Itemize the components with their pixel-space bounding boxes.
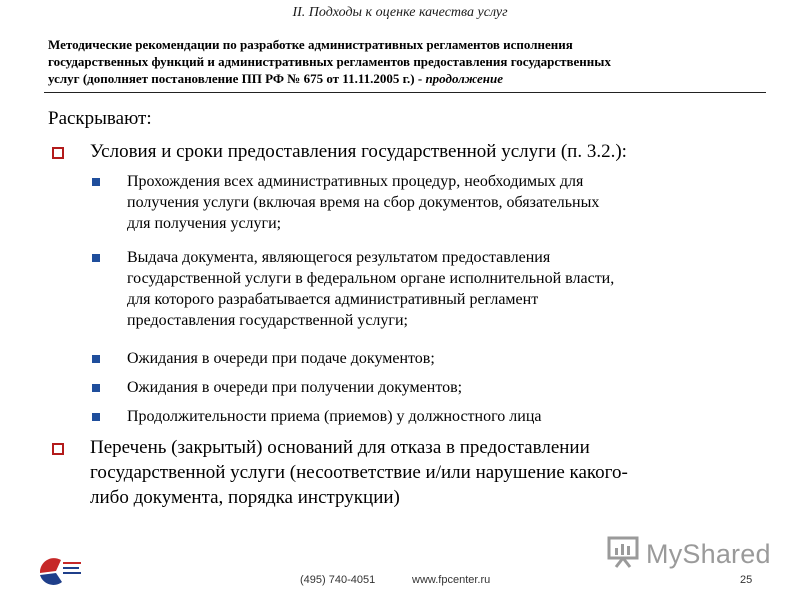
sub-item-text: Ожидания в очереди при подаче документов; [127, 350, 435, 367]
page-number: 25 [740, 574, 753, 586]
sub-item-text: Выдача документа, являющегося результатом предоставления [127, 249, 551, 266]
section-title: II. Подходы к оценке качества услуг [292, 5, 508, 20]
sub-item-text: Ожидания в очереди при получении документов; [127, 379, 463, 396]
header-divider [44, 92, 766, 93]
header-line [48, 70, 748, 87]
blue-square-bullet-icon [92, 413, 100, 421]
item-text: либо документа, порядка инструкции) [90, 487, 400, 508]
item-text: Перечень (закрытый) оснований для отказа в предоставлении [90, 437, 590, 458]
blue-square-bullet-icon [92, 355, 100, 363]
sub-item-text: получения услуги (включая время на сбор документов, обязательных [127, 194, 600, 211]
footer-phone: (495) 740-4051 [300, 574, 376, 586]
intro-text: Раскрывают: [48, 108, 152, 129]
sub-item-text: для получения услуги; [127, 215, 282, 232]
blue-square-bullet-icon [92, 384, 100, 392]
header-line: государственных функций и административных регламентов предоставления государственных [48, 54, 611, 69]
item-text: Условия и сроки предоставления государственной услуги (п. 3.2.): [90, 141, 627, 162]
watermark-text: MyShared [646, 539, 771, 569]
sub-item-text: для которого разрабатывается административный регламент [127, 291, 539, 308]
hollow-square-bullet-icon [52, 147, 64, 159]
sub-item-text: предоставления государственной услуги; [127, 312, 408, 329]
header-line-text: услуг (дополняет постановление ПП РФ № 675 от 11.11.2005 г.) - [48, 71, 426, 86]
sub-item-text: Прохождения всех административных процедур, необходимых для [127, 173, 584, 190]
sub-item-text: государственной услуги в федеральном органе исполнительной власти, [127, 270, 615, 287]
item-text: государственной услуги (несоответствие и/или нарушение какого- [90, 462, 628, 483]
presentation-board-icon [606, 536, 640, 573]
slide-header [48, 36, 748, 87]
header-line: Методические рекомендации по разработке административных регламентов исполнения [48, 37, 573, 52]
sub-item-text: Продолжительности приема (приемов) у должностного лица [127, 408, 542, 425]
watermark [606, 536, 771, 573]
organization-logo [37, 548, 83, 593]
footer-website-link[interactable]: www.fpcenter.ru [412, 574, 491, 586]
hollow-square-bullet-icon [52, 443, 64, 455]
header-continuation: продолжение [425, 71, 504, 86]
blue-square-bullet-icon [92, 254, 100, 262]
blue-square-bullet-icon [92, 178, 100, 186]
